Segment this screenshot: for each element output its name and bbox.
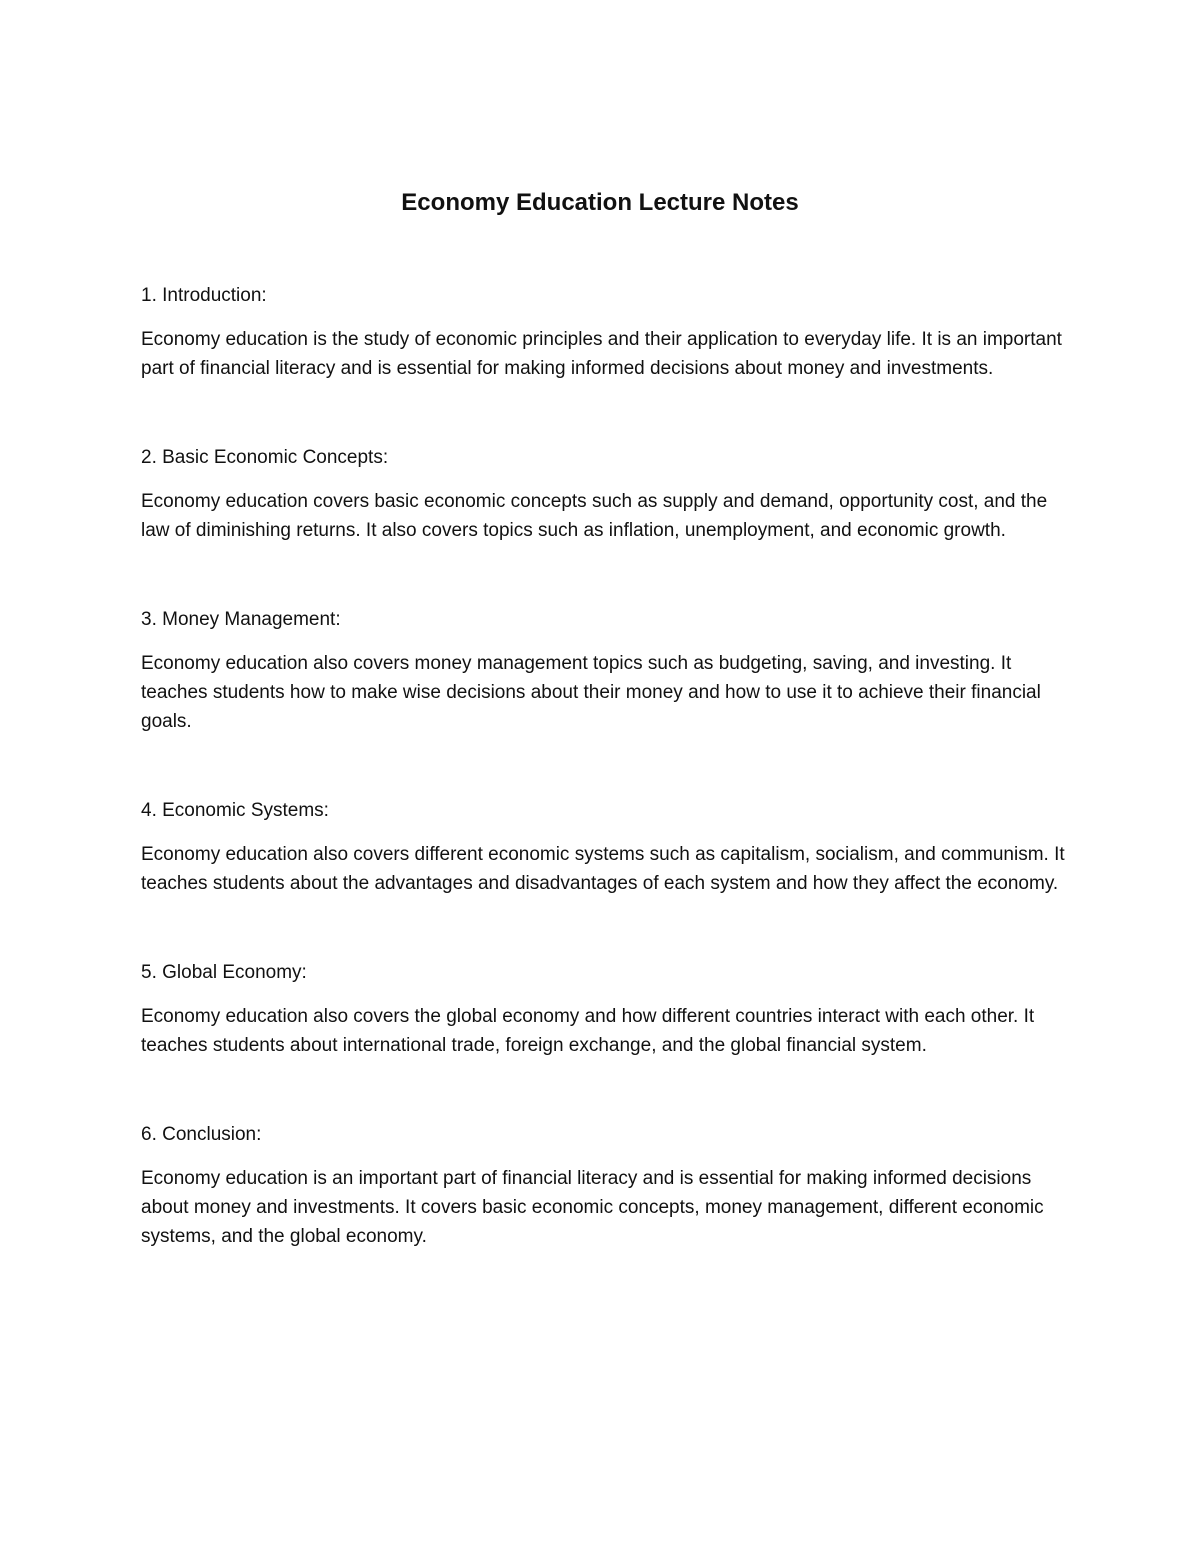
section-body: Economy education also covers money management topics such as budgeting, saving, and investing. It teaches students how to make wise decisions about their money and how to use it to achieve their financial goals.: [141, 653, 1041, 732]
section-body: Economy education also covers the global economy and how different countries interact with each other. It teaches students about international trade, foreign exchange, and the global financial system.: [141, 1006, 1035, 1056]
section-money-management: [141, 605, 1071, 736]
section-body: Economy education also covers different economic systems such as capitalism, socialism, and communism. It teaches students about the advantages and disadvantages of each system and how they affect the economy.: [141, 844, 1065, 894]
section-conclusion: [141, 1120, 1071, 1251]
section-body: Economy education is an important part of financial literacy and is essential for making informed decisions about money and investments. It covers basic economic concepts, money management, different economic systems, and the global economy.: [141, 1168, 1044, 1247]
section-global-economy: [141, 958, 1071, 1060]
document-title: Economy Education Lecture Notes: [401, 189, 799, 216]
section-body: Economy education covers basic economic concepts such as supply and demand, opportunity cost, and the law of diminishing returns. It also covers topics such as inflation, unemployment, and economic growth.: [141, 491, 1048, 541]
section-heading: 1. Introduction:: [141, 285, 267, 306]
section-heading: 3. Money Management:: [141, 609, 341, 630]
section-heading: 4. Economic Systems:: [141, 800, 329, 821]
section-introduction: [141, 281, 1071, 383]
section-heading: 2. Basic Economic Concepts:: [141, 447, 389, 468]
section-body: Economy education is the study of economic principles and their application to everyday life. It is an important part of financial literacy and is essential for making informed decisions about money and investments.: [141, 329, 1062, 379]
section-economic-systems: [141, 796, 1071, 898]
section-basic-economic-concepts: [141, 443, 1071, 545]
section-heading: 5. Global Economy:: [141, 962, 307, 983]
document-content: [141, 281, 1071, 1311]
section-heading: 6. Conclusion:: [141, 1124, 262, 1145]
